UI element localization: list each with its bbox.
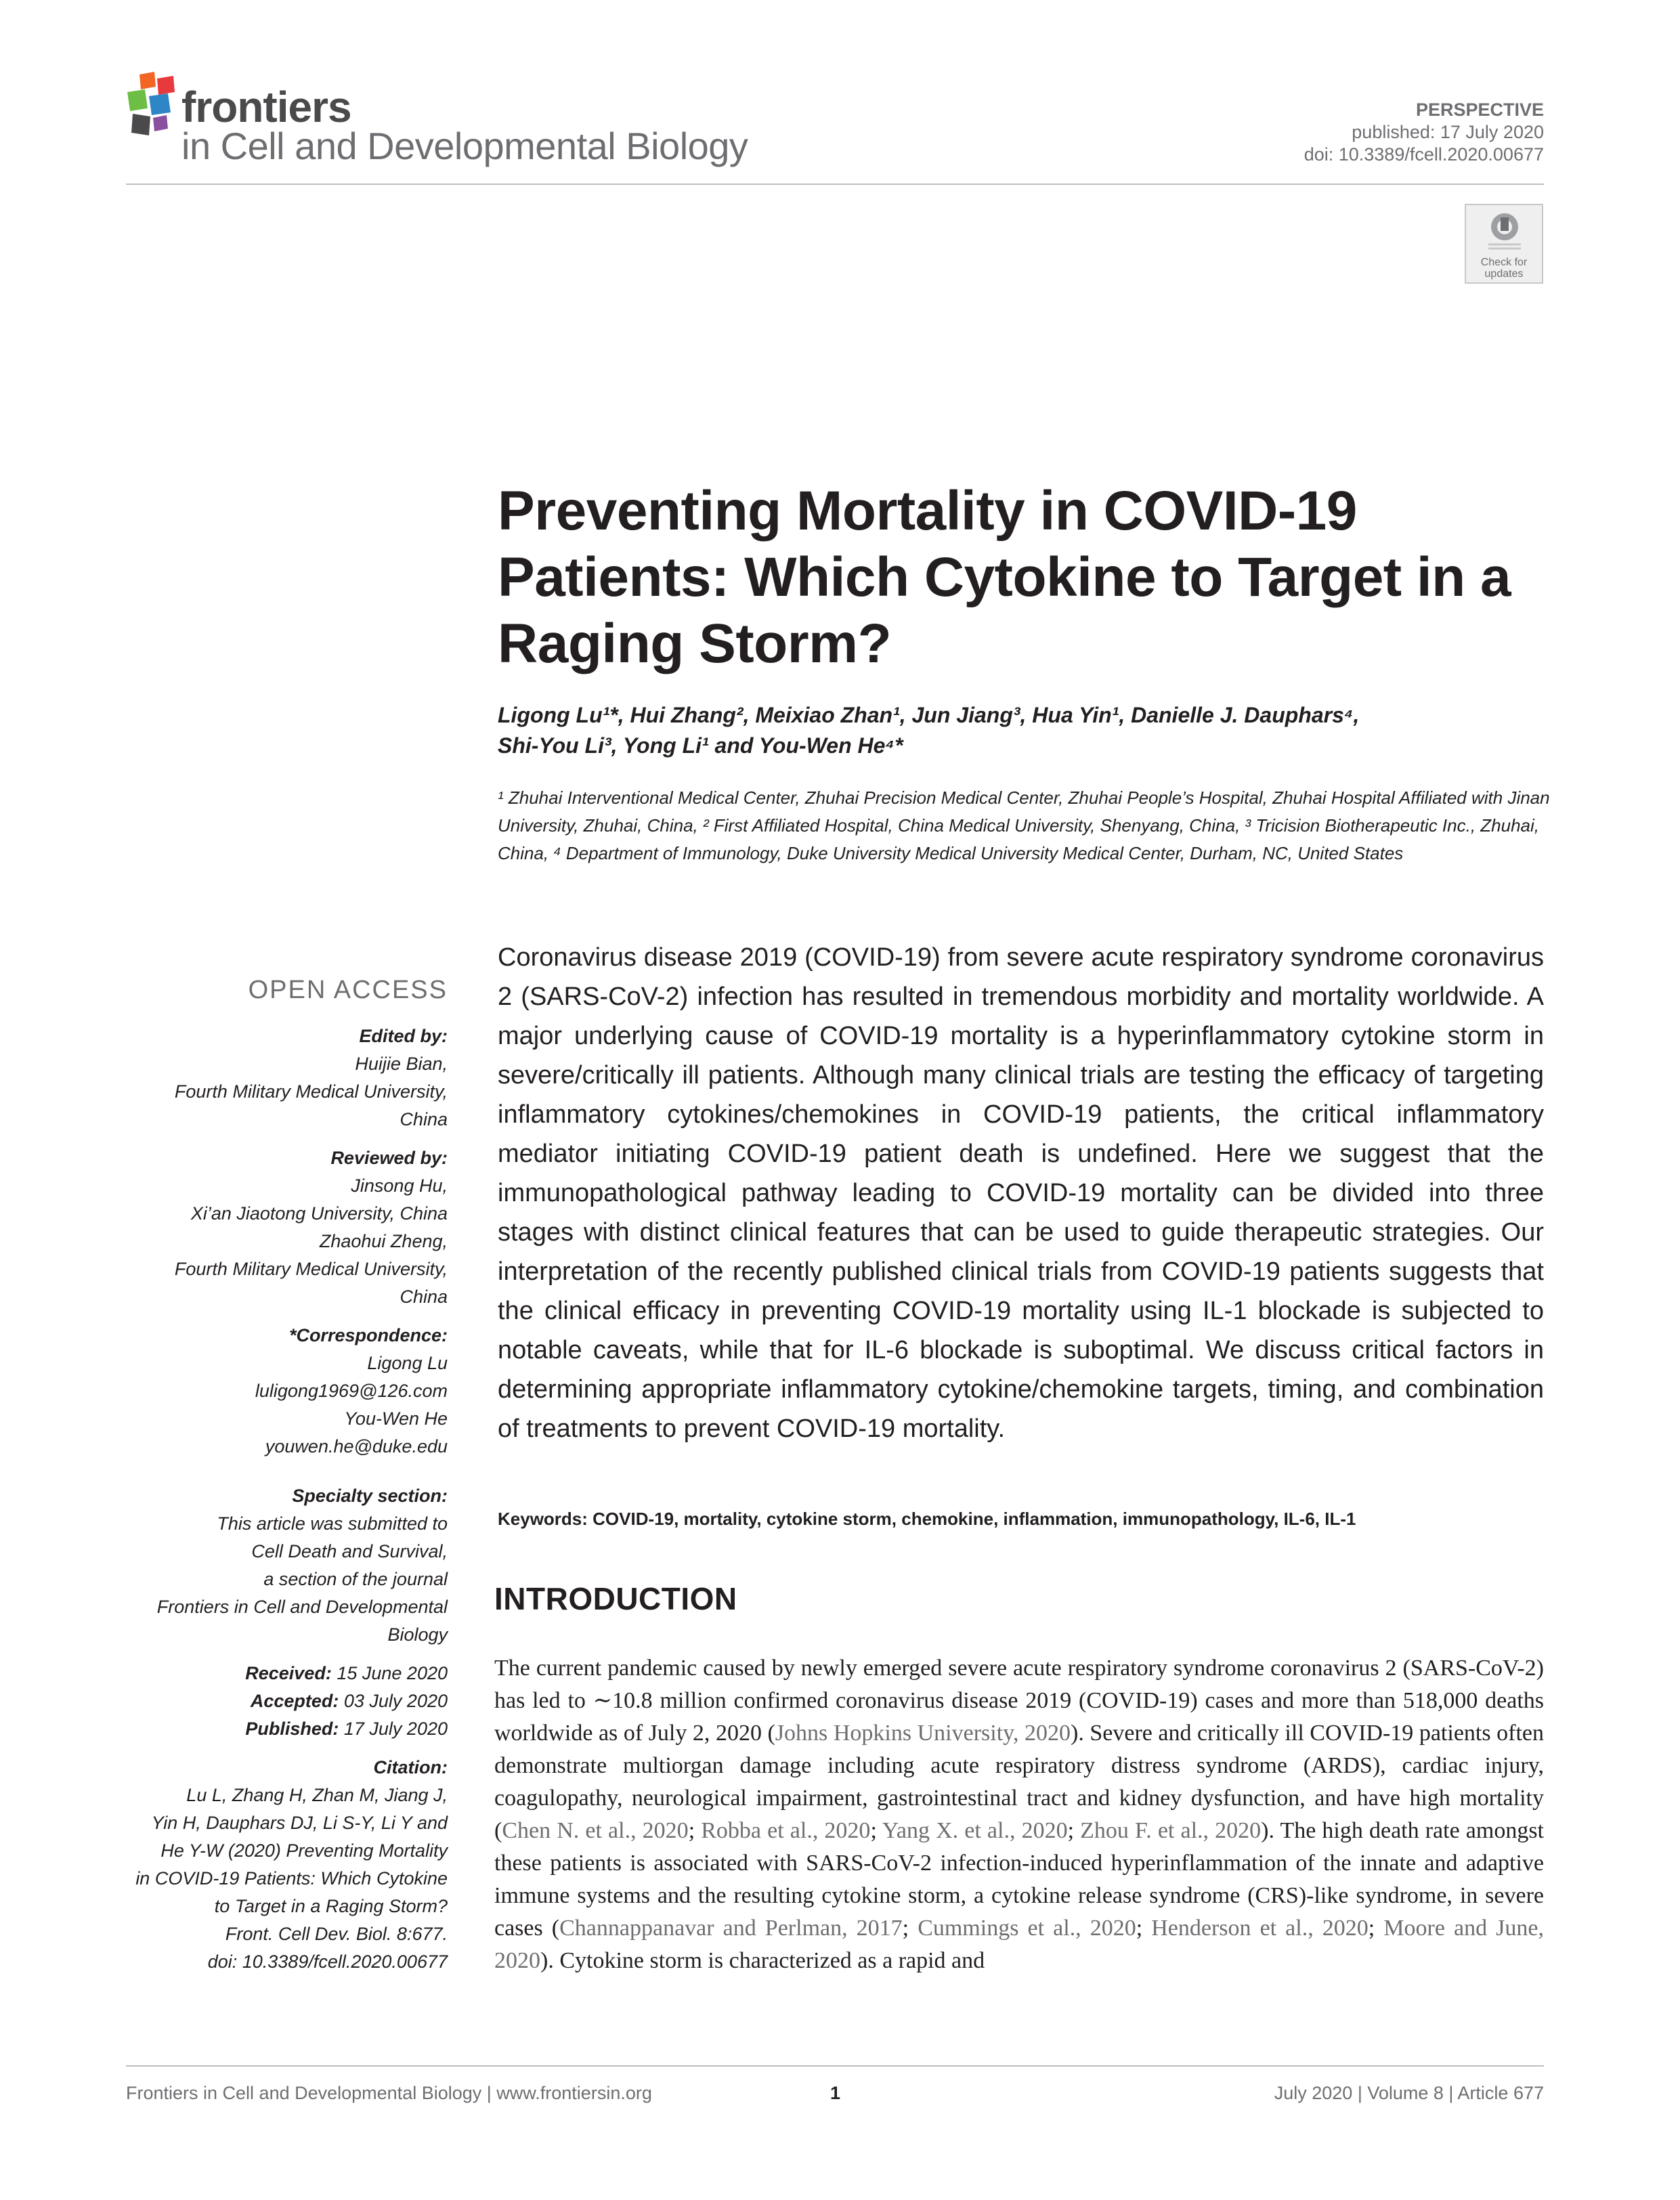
correspondence-email-link[interactable]: youwen.he@duke.edu	[265, 1436, 448, 1457]
reviewer-line: Zhaohui Zheng,	[319, 1231, 448, 1251]
specialty-section-label: Specialty section:	[292, 1486, 448, 1506]
citation-link[interactable]: Zhou F. et al., 2020	[1080, 1818, 1262, 1843]
citation-link[interactable]: Chen N. et al., 2020	[502, 1818, 689, 1843]
correspondence-label: *Correspondence:	[288, 1325, 448, 1345]
author-line: Ligong Lu¹*, Hui Zhang², Meixiao Zhan¹, Jun Jiang³, Hua Yin¹, Danielle J. Dauphars⁴,	[498, 703, 1360, 727]
citation-line: in COVID-19 Patients: Which Cytokine	[135, 1868, 448, 1889]
journal-name: in Cell and Developmental Biology	[181, 125, 748, 167]
edited-by-label: Edited by:	[359, 1026, 448, 1046]
keywords-label: Keywords:	[498, 1509, 588, 1529]
abstract: Coronavirus disease 2019 (COVID-19) from severe acute respiratory syndrome coronavirus 2 (SARS-CoV-2) infection has resulted in tremendous morbidity and mortality worldwide. A major underlying cause of COVID-19 mortality is a hyperinflammatory cytokine storm in severe/critically ill patients. Although many clinical trials are testing the efficacy of targeting inflammatory cytokines/chemokines in COVID-19 patients, the critical inflammatory mediator initiating COVID-19 patient death is undefined. Here we suggest that the immunopathological pathway leading to COVID-19 mortality can be divided into three stages with distinct clinical features that can be used to guide therapeutic strategies. Our interpretation of the recently published clinical trials from COVID-19 patients suggests that the clinical efficacy in preventing COVID-19 mortality using IL-1 blockade is subjected to notable caveats, while that for IL-6 blockade is suboptimal. We discuss critical factors in determining appropriate inflammatory cytokine/chemokine targets, timing, and combination of treatments to prevent COVID-19 mortality.	[498, 943, 1544, 1443]
correspondence-name: Ligong Lu	[367, 1353, 448, 1373]
open-access-label: OPEN ACCESS	[248, 976, 448, 1004]
article-meta	[1070, 99, 1544, 166]
citation-link[interactable]: Moore and June, 2020	[494, 1916, 1544, 1973]
specialty-line: a section of the journal	[263, 1569, 448, 1589]
logo-wordmark: frontiers	[181, 83, 351, 131]
introduction-heading: INTRODUCTION	[494, 1581, 737, 1616]
article-type: PERSPECTIVE	[1415, 100, 1544, 120]
keywords-list: COVID-19, mortality, cytokine storm, chemokine, inflammation, immunopathology, IL-6, IL-1	[593, 1509, 1356, 1529]
specialty-line: This article was submitted to	[217, 1513, 448, 1534]
editor-line: Huijie Bian,	[355, 1054, 448, 1074]
citation-link[interactable]: Johns Hopkins University, 2020	[775, 1721, 1071, 1746]
published-date-sidebar: Published: 17 July 2020	[245, 1719, 448, 1739]
header-divider	[126, 184, 1544, 185]
reviewer-line: Jinsong Hu,	[351, 1176, 448, 1196]
correspondence-name: You-Wen He	[344, 1408, 448, 1429]
citation-line: Lu L, Zhang H, Zhan M, Jiang J,	[186, 1785, 448, 1805]
correspondence-email-link[interactable]: luligong1969@126.com	[255, 1381, 448, 1401]
reviewer-line: Fourth Military Medical University,	[174, 1259, 448, 1279]
introduction-paragraph: The current pandemic caused by newly emerged severe acute respiratory syndrome coronavirus 2 (SARS-CoV-2) has led to ∼10.8 million confirmed coronavirus disease 2019 (COVID-19) cases and more than 518,000 deaths worldwide as of July 2, 2020 (Johns Hopkins University, 2020). Severe and critically ill COVID-19 patients often demonstrate multiorgan damage including acute respiratory distress syndrome (ARDS), cardiac injury, coagulopathy, neurological impairment, gastrointestinal tract and kidney dysfunction, and have high mortality (Chen N. et al., 2020; Robba et al., 2020; Yang X. et al., 2020; Zhou F. et al., 2020). The high death rate amongst these patients is associated with SARS-CoV-2 infection-induced hyperinflammation of the innate and adaptive immune systems and the resulting cytokine storm, a cytokine release syndrome (CRS)-like syndrome, in severe cases (Channappanavar and Perlman, 2017; Cummings et al., 2020; Henderson et al., 2020; Moore and June, 2020). Cytokine storm is characterized as a rapid and	[494, 1656, 1544, 1973]
citation-doi-link[interactable]: doi: 10.3389/fcell.2020.00677	[207, 1951, 448, 1972]
received-date: Received: 15 June 2020	[245, 1663, 448, 1683]
citation-label: Citation:	[373, 1757, 448, 1777]
reviewer-line: China	[400, 1287, 448, 1307]
footer-journal-link[interactable]: Frontiers in Cell and Developmental Biology | www.frontiersin.org	[126, 2083, 652, 2103]
check-for-updates-badge[interactable]	[1465, 204, 1543, 284]
citation-link[interactable]: Yang X. et al., 2020	[882, 1818, 1068, 1843]
citation-line: Front. Cell Dev. Biol. 8:677.	[225, 1924, 448, 1944]
citation-link[interactable]: Robba et al., 2020	[701, 1818, 871, 1843]
footer-divider	[126, 2065, 1544, 2067]
specialty-line: Frontiers in Cell and Developmental	[156, 1597, 448, 1617]
citation-line: He Y-W (2020) Preventing Mortality	[160, 1840, 448, 1861]
footer-issue-info: July 2020 | Volume 8 | Article 677	[1274, 2083, 1544, 2103]
reviewed-by-label: Reviewed by:	[330, 1148, 448, 1168]
check-updates-label: Check for updates	[1480, 257, 1528, 280]
article-doi[interactable]: doi: 10.3389/fcell.2020.00677	[1304, 144, 1544, 165]
citation-line: Yin H, Dauphars DJ, Li S-Y, Li Y and	[151, 1813, 448, 1833]
citation-link[interactable]: Cummings et al., 2020	[918, 1916, 1136, 1941]
page-number: 1	[830, 2083, 841, 2103]
citation-line: to Target in a Raging Storm?	[214, 1896, 448, 1916]
specialty-line: Biology	[387, 1624, 448, 1645]
keywords	[498, 1507, 1544, 1530]
reviewer-line: Xi’an Jiaotong University, China	[190, 1203, 448, 1224]
accepted-date: Accepted: 03 July 2020	[250, 1691, 448, 1711]
check-updates-icon	[1488, 212, 1521, 253]
specialty-line: Cell Death and Survival,	[251, 1541, 448, 1561]
author-list	[498, 700, 1554, 761]
affiliations: ¹ Zhuhai Interventional Medical Center, Zhuhai Precision Medical Center, Zhuhai People’s Hospital, Zhuhai Hospital Affiliated with Jinan University, Zhuhai, China, ² First Affiliated Hospital, China Medical University, Shenyang, China, ³ Tricision Biotherapeutic Inc., Zhuhai, China, ⁴ Department of Immunology, Duke University Medical University Medical Center, Durham, NC, United States	[498, 788, 1550, 863]
frontiers-logo-icon	[126, 72, 183, 137]
article-title: Preventing Mortality in COVID-19 Patients: Which Cytokine to Target in a Raging Storm?	[498, 480, 1511, 674]
citation-link[interactable]: Henderson et al., 2020	[1151, 1916, 1369, 1941]
author-line: Shi-You Li³, Yong Li¹ and You-Wen He⁴*	[498, 733, 903, 758]
published-date: published: 17 July 2020	[1352, 122, 1544, 142]
citation-link[interactable]: Channappanavar and Perlman, 2017	[559, 1916, 903, 1941]
editor-line: Fourth Military Medical University,	[174, 1081, 448, 1102]
article-sidebar	[126, 975, 448, 1976]
editor-line: China	[400, 1109, 448, 1129]
